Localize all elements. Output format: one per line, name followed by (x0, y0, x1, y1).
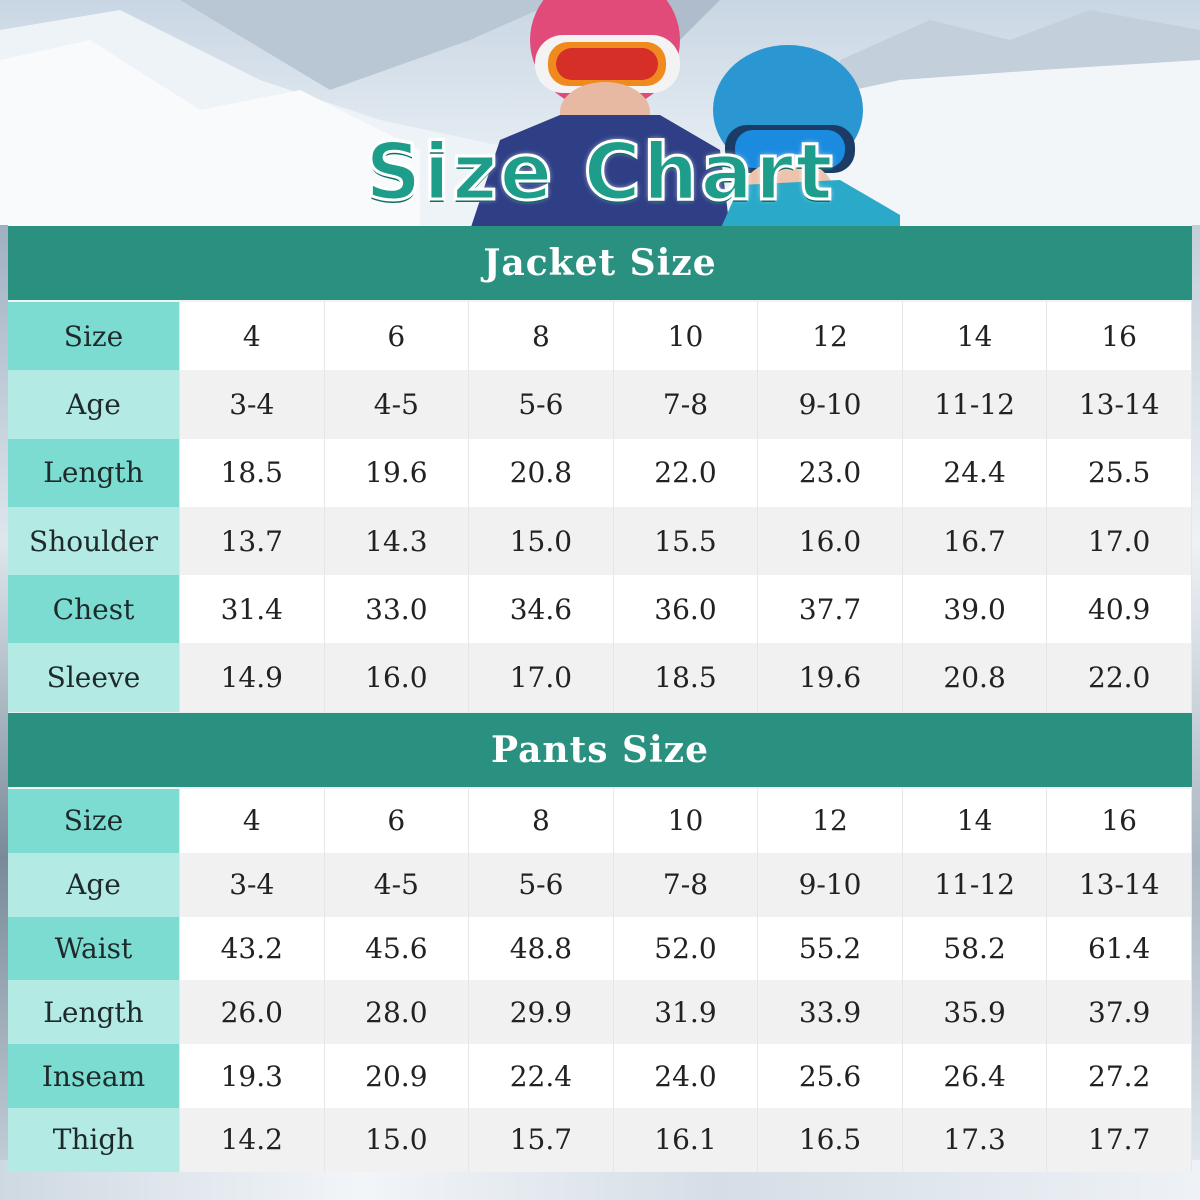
table-cell: 7-8 (613, 370, 758, 438)
table-cell: 9-10 (758, 853, 903, 917)
table-cell: 4 (180, 302, 325, 370)
jacket-table-grid (8, 302, 1192, 712)
table-cell: 5-6 (469, 370, 614, 438)
pants-section-header: Pants Size (8, 713, 1192, 789)
table-cell: 16 (1047, 302, 1192, 370)
row-label: Age (8, 853, 180, 917)
table-row (8, 853, 1192, 917)
table-cell: 16 (1047, 789, 1192, 853)
table-cell: 43.2 (180, 917, 325, 981)
table-cell: 37.7 (758, 575, 903, 643)
table-row (8, 980, 1192, 1044)
table-cell: 14 (902, 302, 1047, 370)
table-row (8, 1108, 1192, 1172)
pants-table-grid (8, 789, 1192, 1172)
table-cell: 3-4 (180, 853, 325, 917)
table-row (8, 575, 1192, 643)
table-cell: 3-4 (180, 370, 325, 438)
table-cell: 5-6 (469, 853, 614, 917)
table-cell: 8 (469, 302, 614, 370)
background-edge-left (0, 225, 8, 1175)
table-cell: 14.9 (180, 643, 325, 711)
table-cell: 33.0 (324, 575, 469, 643)
table-cell: 14.3 (324, 507, 469, 575)
table-cell: 4-5 (324, 370, 469, 438)
row-label: Sleeve (8, 643, 180, 711)
row-label: Length (8, 980, 180, 1044)
row-label: Waist (8, 917, 180, 981)
table-cell: 18.5 (180, 439, 325, 507)
background-edge-right (1192, 225, 1200, 1175)
table-cell: 8 (469, 789, 614, 853)
table-cell: 15.7 (469, 1108, 614, 1172)
pants-size-table (8, 713, 1192, 1172)
table-cell: 7-8 (613, 853, 758, 917)
table-cell: 15.0 (469, 507, 614, 575)
table-cell: 19.3 (180, 1044, 325, 1108)
table-cell: 16.7 (902, 507, 1047, 575)
table-cell: 36.0 (613, 575, 758, 643)
table-row (8, 1044, 1192, 1108)
table-cell: 23.0 (758, 439, 903, 507)
table-cell: 22.0 (613, 439, 758, 507)
row-label: Chest (8, 575, 180, 643)
table-cell: 13.7 (180, 507, 325, 575)
table-cell: 4-5 (324, 853, 469, 917)
table-cell: 48.8 (469, 917, 614, 981)
table-cell: 26.4 (902, 1044, 1047, 1108)
table-cell: 37.9 (1047, 980, 1192, 1044)
row-label: Size (8, 302, 180, 370)
table-cell: 25.6 (758, 1044, 903, 1108)
table-row (8, 507, 1192, 575)
table-cell: 17.0 (469, 643, 614, 711)
table-row (8, 643, 1192, 711)
table-cell: 40.9 (1047, 575, 1192, 643)
row-label: Thigh (8, 1108, 180, 1172)
table-cell: 25.5 (1047, 439, 1192, 507)
table-row (8, 789, 1192, 853)
table-cell: 17.7 (1047, 1108, 1192, 1172)
table-cell: 9-10 (758, 370, 903, 438)
table-cell: 11-12 (902, 370, 1047, 438)
table-cell: 34.6 (469, 575, 614, 643)
jacket-size-table (8, 226, 1192, 712)
table-cell: 10 (613, 789, 758, 853)
table-cell: 52.0 (613, 917, 758, 981)
table-cell: 12 (758, 302, 903, 370)
table-cell: 16.0 (758, 507, 903, 575)
table-cell: 24.0 (613, 1044, 758, 1108)
table-cell: 12 (758, 789, 903, 853)
table-cell: 11-12 (902, 853, 1047, 917)
table-cell: 27.2 (1047, 1044, 1192, 1108)
table-row (8, 917, 1192, 981)
table-cell: 28.0 (324, 980, 469, 1044)
table-cell: 39.0 (902, 575, 1047, 643)
row-label: Size (8, 789, 180, 853)
table-cell: 31.9 (613, 980, 758, 1044)
table-cell: 14.2 (180, 1108, 325, 1172)
row-label: Age (8, 370, 180, 438)
table-cell: 16.5 (758, 1108, 903, 1172)
table-row (8, 370, 1192, 438)
table-cell: 16.0 (324, 643, 469, 711)
table-cell: 6 (324, 789, 469, 853)
table-cell: 16.1 (613, 1108, 758, 1172)
table-cell: 17.3 (902, 1108, 1047, 1172)
table-cell: 35.9 (902, 980, 1047, 1044)
table-cell: 31.4 (180, 575, 325, 643)
table-cell: 17.0 (1047, 507, 1192, 575)
table-cell: 18.5 (613, 643, 758, 711)
table-cell: 13-14 (1047, 853, 1192, 917)
table-cell: 58.2 (902, 917, 1047, 981)
row-label: Shoulder (8, 507, 180, 575)
table-cell: 55.2 (758, 917, 903, 981)
jacket-section-header: Jacket Size (8, 226, 1192, 302)
table-cell: 61.4 (1047, 917, 1192, 981)
table-cell: 20.9 (324, 1044, 469, 1108)
table-cell: 10 (613, 302, 758, 370)
table-cell: 45.6 (324, 917, 469, 981)
row-label: Length (8, 439, 180, 507)
table-cell: 4 (180, 789, 325, 853)
table-cell: 19.6 (324, 439, 469, 507)
table-cell: 26.0 (180, 980, 325, 1044)
table-cell: 22.4 (469, 1044, 614, 1108)
table-cell: 15.5 (613, 507, 758, 575)
table-cell: 20.8 (902, 643, 1047, 711)
table-cell: 6 (324, 302, 469, 370)
table-cell: 22.0 (1047, 643, 1192, 711)
table-cell: 19.6 (758, 643, 903, 711)
table-cell: 33.9 (758, 980, 903, 1044)
table-cell: 15.0 (324, 1108, 469, 1172)
page-title: Size Chart (365, 128, 835, 218)
row-label: Inseam (8, 1044, 180, 1108)
table-row (8, 439, 1192, 507)
table-cell: 20.8 (469, 439, 614, 507)
table-cell: 24.4 (902, 439, 1047, 507)
table-cell: 29.9 (469, 980, 614, 1044)
table-cell: 14 (902, 789, 1047, 853)
table-cell: 13-14 (1047, 370, 1192, 438)
table-row (8, 302, 1192, 370)
